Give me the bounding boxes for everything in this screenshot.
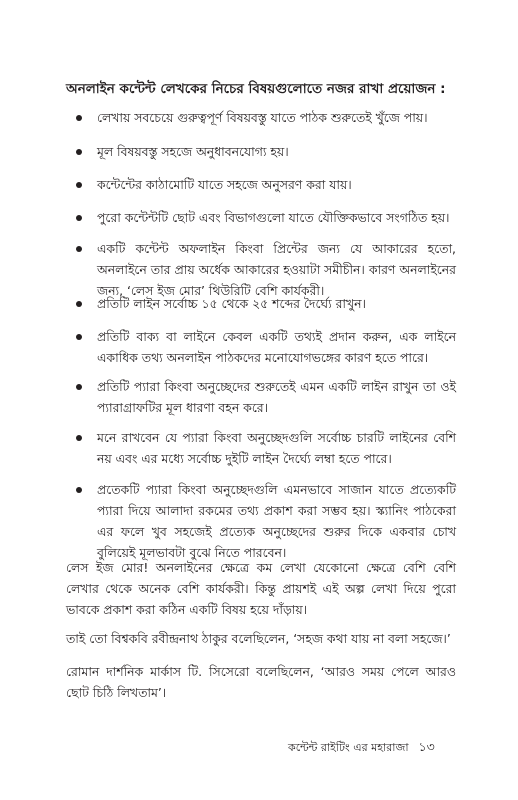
- list-item-text: প্রতিটি বাক্য বা লাইনে কেবল একটি তথ্যই প্রদান করুন, এক লাইনে একাধিক তথ্য অনলাইন পাঠকদের মনোযোগভঙ্গের কারণ হতে পারে।: [97, 329, 456, 365]
- body-paragraph: রোমান দার্শনিক মার্কাস টি. সিসেরো বলেছিলেন, ‘আরও সময় পেলে আরও ছোট চিঠি লিখতাম’।: [66, 664, 456, 700]
- list-item-text: প্রতেকটি প্যারা কিংবা অনুচ্ছেদগুলি এমনভাবে সাজান যাতে প্রত্যেকটি প্যারা দিয়ে আলাদা রকমের তথ্য প্রকাশ করা সম্ভব হয়। স্ক্যানিং পাঠকেরা এর ফলে খুব সহজেই প্রত্যেক অনুচ্ছেদের শুরুর দিকে একবার চোখ বুলিয়েই মূলভাবটা বুঝে নিতে পারবেন।: [97, 482, 456, 560]
- body-paragraph: তাই তো বিশ্বকবি রবীন্দ্রনাথ ঠাকুর বলেছিলেন, ‘সহজ কথা যায় না বলা সহজে।’: [66, 631, 451, 646]
- list-item-text: প্রতিটি প্যারা কিংবা অনুচ্ছেদের শুরুতেই এমন একটি লাইন রাখুন তা ওই প্যারাগ্রাফটির মূল ধারণা বহন করে।: [97, 379, 456, 415]
- page-footer: [288, 739, 458, 759]
- bullet-dot-icon: [76, 182, 82, 188]
- bullet-dot-icon: [76, 149, 82, 155]
- bullet-dot-icon: [76, 215, 82, 221]
- list-item: [76, 238, 456, 301]
- section-heading: অনলাইন কন্টেন্ট লেখকের নিচের বিষয়গুলোতে নজর রাখা প্রয়োজন :: [66, 81, 446, 97]
- bullet-dot-icon: [76, 384, 82, 390]
- list-item: [76, 107, 456, 128]
- list-item: [76, 207, 456, 228]
- list-item-text: মূল বিষয়বস্তু সহজে অনুধাবনযোগ্য হয়।: [97, 144, 289, 159]
- list-item-text: মনে রাখবেন যে প্যারা কিংবা অনুচ্ছেদগুলি সর্বোচ্চ চারটি লাইনের বেশি নয় এবং এর মধ্যে সর্বোচ্চ দুইটি লাইন দৈর্ঘ্যে লম্বা হতে পারে।: [97, 430, 456, 466]
- list-item-text: কন্টেন্টের কাঠামোটি যাতে সহজে অনুসরণ করা যায়।: [97, 177, 352, 192]
- bullet-dot-icon: [76, 487, 82, 493]
- body-paragraph: লেস ইজ মোর! অনলাইনের ক্ষেত্রে কম লেখা যেকোনো ক্ষেত্রে বেশি বেশি লেখার থেকে অনেক বেশি কার্যকরী। কিন্তু প্রায়শই এই অল্প লেখা দিয়ে পুরো ভাবকে প্রকাশ করা কঠিন একটি বিষয় হয়ে দাঁড়ায়।: [66, 560, 456, 617]
- bullet-dot-icon: [76, 115, 82, 121]
- page-number: ১৩: [418, 739, 435, 754]
- list-item: [76, 293, 456, 314]
- list-item: [76, 141, 456, 162]
- list-item: [76, 326, 456, 368]
- list-item-text: পুরো কন্টেন্টটি ছোট এবং বিভাগগুলো যাতে যৌক্তিকভাবে সংগঠিত হয়।: [97, 210, 450, 225]
- list-item: [76, 427, 456, 469]
- running-title: কন্টেন্ট রাইটিং এর মহারাজা: [288, 741, 409, 754]
- list-item: [76, 479, 456, 563]
- bullet-dot-icon: [76, 435, 82, 441]
- list-item-text: একটি কন্টেন্ট অফলাইন কিংবা প্রিন্টের জন্য যে আকারের হতো, অনলাইনে তার প্রায় অর্ধেক আকারের হওয়াটা সমীচীন। কারণ অনলাইনের জন্য, ‘লেস ইজ মোর’ থিউরিটি বেশি কার্যকরী।: [97, 241, 456, 298]
- list-item: [76, 174, 456, 195]
- list-item-text: লেখায় সবচেয়ে গুরুত্বপূর্ণ বিষয়বস্তু যাতে পাঠক শুরুতেই খুঁজে পায়।: [97, 110, 428, 125]
- bullet-dot-icon: [76, 246, 82, 252]
- list-item: [76, 376, 456, 418]
- bullet-dot-icon: [76, 334, 82, 340]
- list-item-text: প্রতিটি লাইন সর্বোচ্চ ১৫ থেকে ২৫ শব্দের দৈর্ঘ্যে রাখুন।: [97, 296, 366, 311]
- bullet-dot-icon: [76, 301, 82, 307]
